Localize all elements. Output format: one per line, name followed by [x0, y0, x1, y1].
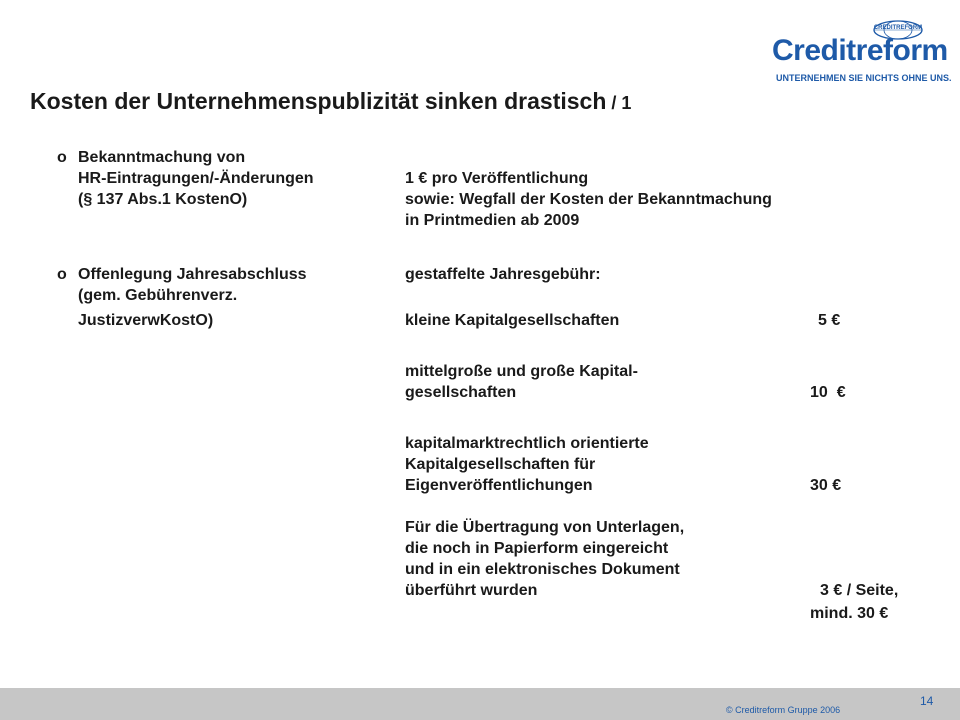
- fee-description: gesellschaften: [405, 384, 517, 401]
- slide-title: [30, 88, 631, 115]
- fee-description: kapitalmarktrechtlich orientierte: [405, 435, 649, 452]
- footer-bar: [0, 688, 960, 720]
- copyright-notice: © Creditreform Gruppe 2006: [726, 705, 841, 715]
- item1-label-line: HR-Eintragungen/-Änderungen: [78, 170, 314, 187]
- fee-description: mittelgroße und große Kapital-: [405, 363, 638, 380]
- item2-label-line: Offenlegung Jahresabschluss: [78, 266, 307, 283]
- slide-title-text: Kosten der Unternehmenspublizität sinken drastisch: [30, 88, 607, 114]
- fee-price: 10 €: [810, 384, 846, 401]
- fee-description: die noch in Papierform eingereicht: [405, 540, 669, 557]
- item1-detail-line: in Printmedien ab 2009: [405, 212, 580, 229]
- logo-wordmark: Creditreform: [772, 34, 948, 67]
- fee-description: überführt wurden: [405, 582, 538, 599]
- logo-badge-text: CREDITREFORM: [873, 25, 923, 31]
- fee-description: kleine Kapitalgesellschaften: [405, 312, 620, 329]
- fee-price: 5 €: [818, 312, 841, 329]
- item2-label-line: (gem. Gebührenverz.: [78, 287, 238, 304]
- item1-label-line: (§ 137 Abs.1 KostenO): [78, 191, 248, 208]
- slide-title-suffix: / 1: [606, 93, 632, 113]
- item1-detail-line: 1 € pro Veröffentlichung: [405, 170, 589, 187]
- bullet-2: o: [57, 266, 67, 283]
- item2-label-line: JustizverwKostO): [78, 312, 214, 329]
- fee-price: 30 €: [810, 477, 842, 494]
- fee-description: und in ein elektronisches Dokument: [405, 561, 680, 578]
- creditreform-logo: [772, 20, 952, 83]
- fee-description: Für die Übertragung von Unterlagen,: [405, 519, 685, 536]
- fee-price: 3 € / Seite,: [820, 582, 899, 599]
- fee-description: Eigenveröffentlichungen: [405, 477, 593, 494]
- item1-detail-line: sowie: Wegfall der Kosten der Bekanntmachung: [405, 191, 772, 208]
- fee-price: mind. 30 €: [810, 605, 889, 622]
- page-number: 14: [920, 694, 934, 708]
- logo-tagline: UNTERNEHMEN SIE NICHTS OHNE UNS.: [776, 73, 952, 83]
- item1-label-line: Bekanntmachung von: [78, 149, 246, 166]
- bullet-1: o: [57, 149, 67, 166]
- fee-intro: gestaffelte Jahresgebühr:: [405, 266, 601, 283]
- fee-description: Kapitalgesellschaften für: [405, 456, 596, 473]
